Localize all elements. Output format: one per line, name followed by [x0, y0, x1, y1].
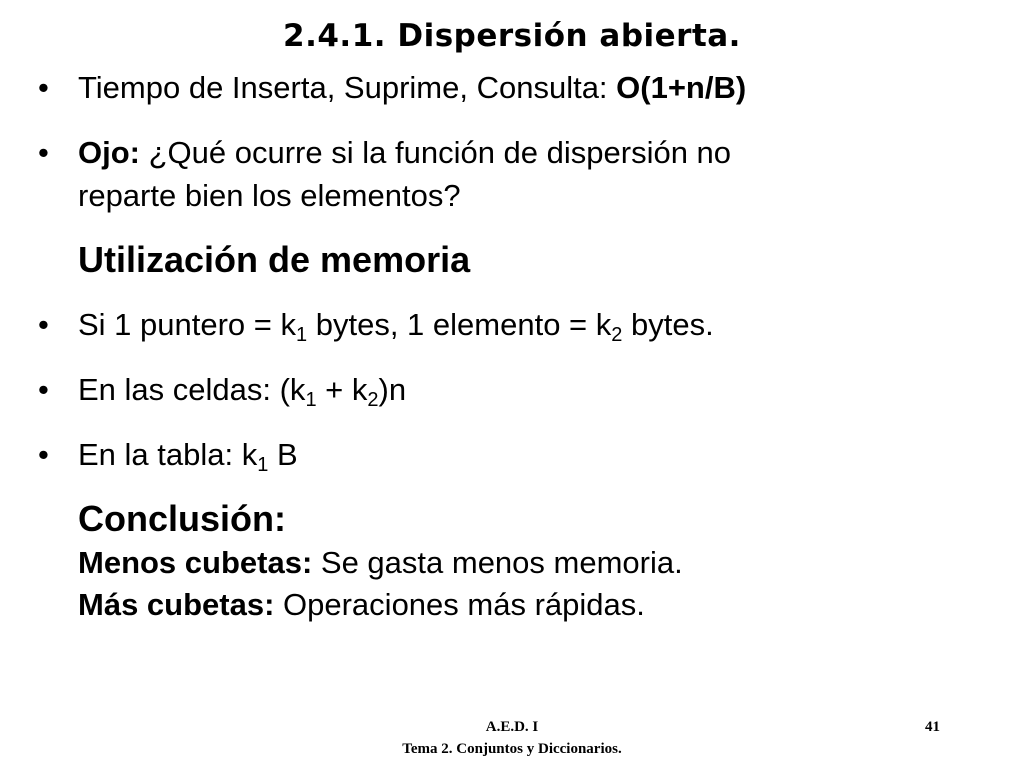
bullet-text: + k [316, 372, 368, 407]
footer-course: A.E.D. I [485, 719, 539, 735]
subscript: 1 [257, 454, 269, 476]
bullet-pointer-size [38, 303, 998, 346]
conclusion-line-more-buckets [38, 584, 998, 626]
bullet-text: bytes, 1 elemento = k [307, 307, 612, 342]
bullet-text: )n [378, 372, 407, 407]
bullet-dot: • [38, 307, 49, 342]
conclusion-text: Operaciones más rápidas. [274, 587, 645, 622]
bullet-dot: • [38, 437, 49, 472]
bullet-text: En las celdas: (k [78, 372, 306, 407]
bullet-text: bytes. [622, 307, 714, 342]
bullet-dot: • [38, 372, 49, 407]
subscript: 1 [296, 324, 308, 346]
subscript: 1 [305, 389, 317, 411]
conclusion-text: Se gasta menos memoria. [312, 545, 683, 580]
bullet-text-continued: reparte bien los elementos? [78, 178, 461, 213]
conclusion-heading: Conclusión: [78, 498, 286, 539]
subscript: 2 [367, 389, 379, 411]
bullet-complexity [38, 66, 998, 109]
conclusion-label: Más cubetas: [78, 587, 275, 622]
bullet-warning [38, 131, 998, 217]
conclusion-line-fewer-buckets [38, 542, 998, 584]
bullet-text: Si 1 puntero = k [78, 307, 296, 342]
bullet-dot: • [38, 70, 49, 105]
bullet-text: B [268, 437, 298, 472]
complexity-value: O(1+n/B) [616, 70, 747, 105]
bullet-text: En la tabla: k [78, 437, 258, 472]
slide-title: 2.4.1. Dispersión abierta. [283, 18, 741, 54]
bullet-text: Tiempo de Inserta, Suprime, Consulta: [78, 70, 617, 105]
footer-topic: Tema 2. Conjuntos y Diccionarios. [402, 741, 622, 757]
bullet-dot: • [38, 135, 49, 170]
memory-heading: Utilización de memoria [78, 239, 471, 280]
page-number: 41 [925, 719, 940, 735]
bullet-text: ¿Qué ocurre si la función de dispersión no [140, 135, 732, 170]
slide-footer [0, 716, 1024, 760]
bullet-table-memory [38, 433, 998, 476]
conclusion-label: Menos cubetas: [78, 545, 313, 580]
warning-label: Ojo: [78, 135, 140, 170]
subscript: 2 [611, 324, 623, 346]
slide-content [38, 66, 998, 626]
bullet-cells-memory [38, 368, 998, 411]
